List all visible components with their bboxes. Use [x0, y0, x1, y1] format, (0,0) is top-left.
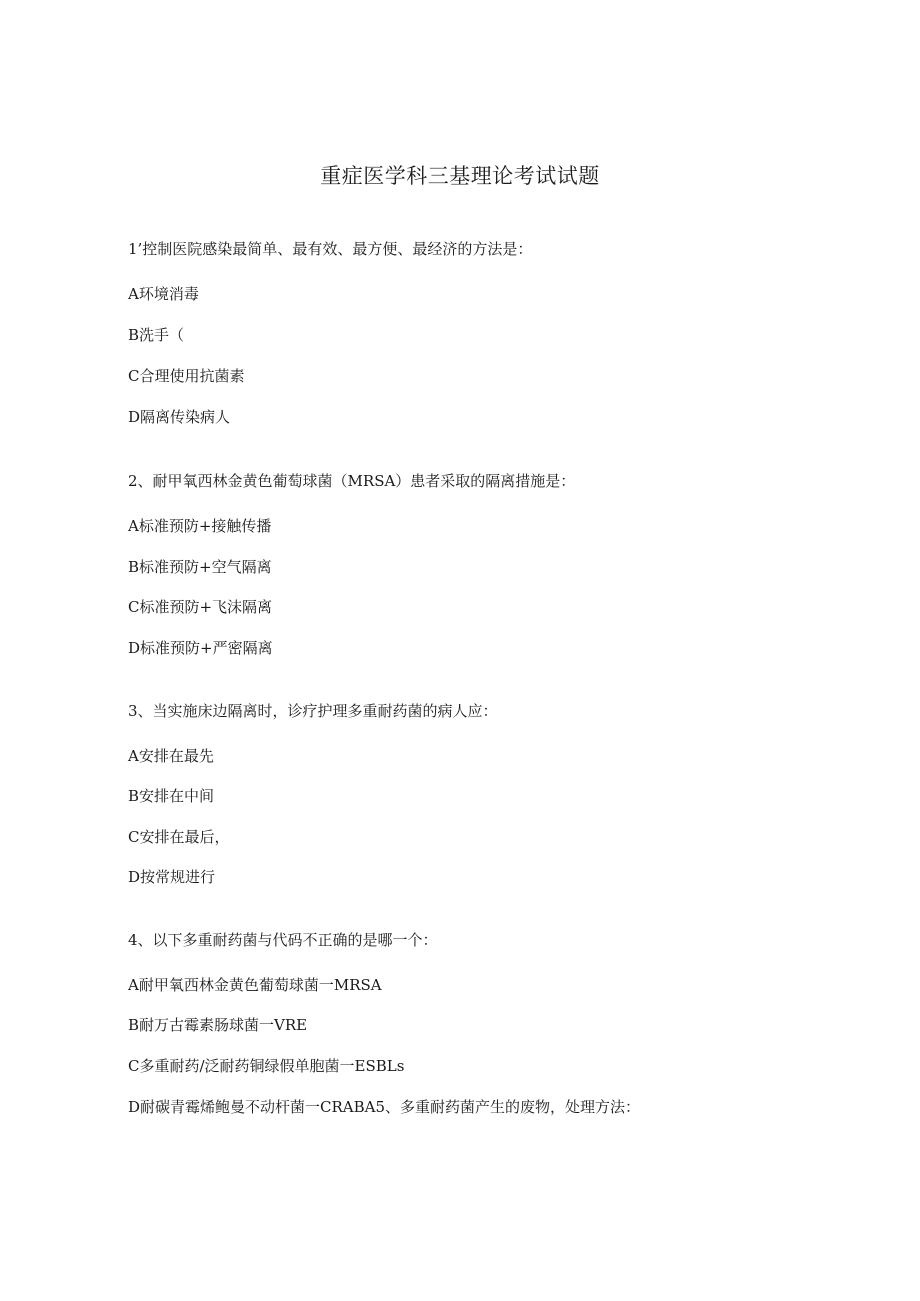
question-3-option-c: C安排在最后，: [128, 828, 230, 846]
question-1-stem: 1’控制医院感染最简单、最有效、最方便、最经济的方法是：: [128, 240, 533, 258]
question-2-option-a: A标准预防+接触传播: [128, 517, 272, 535]
question-3-option-d: D按常规进行: [128, 868, 216, 886]
question-2-option-d: D标准预防+严密隔离: [128, 639, 273, 657]
question-4-option-c: C多重耐药/泛耐药铜绿假单胞菌一ESBLs: [128, 1057, 405, 1075]
document-title: 重症医学科三基理论考试试题: [320, 164, 600, 188]
question-2-stem: 2、耐甲氧西林金黄色葡萄球菌（MRSA）患者采取的隔离措施是：: [128, 472, 576, 490]
question-3-option-b: B安排在中间: [128, 787, 215, 805]
question-1-option-a: A环境消毒: [128, 285, 199, 303]
question-3-option-a: A安排在最先: [128, 747, 214, 765]
question-2-option-c: C标准预防+飞沫隔离: [128, 598, 273, 616]
question-4-option-a: A耐甲氧西林金黄色葡萄球菌一MRSA: [128, 976, 382, 994]
question-4-option-b: B耐万古霉素肠球菌一VRE: [128, 1016, 308, 1034]
question-1-option-b: B洗手（: [128, 326, 185, 344]
question-1-option-d: D隔离传染病人: [128, 408, 231, 426]
question-1-option-c: C合理使用抗菌素: [128, 367, 245, 385]
question-4-option-d: D耐碳青霉烯鲍曼不动杆菌一CRABA5、多重耐药菌产生的废物，处理方法：: [128, 1098, 641, 1116]
question-4-stem: 4、以下多重耐药菌与代码不正确的是哪一个：: [128, 931, 438, 949]
question-3-stem: 3、当实施床边隔离时，诊疗护理多重耐药菌的病人应：: [128, 702, 498, 720]
question-2-option-b: B标准预防+空气隔离: [128, 558, 272, 576]
